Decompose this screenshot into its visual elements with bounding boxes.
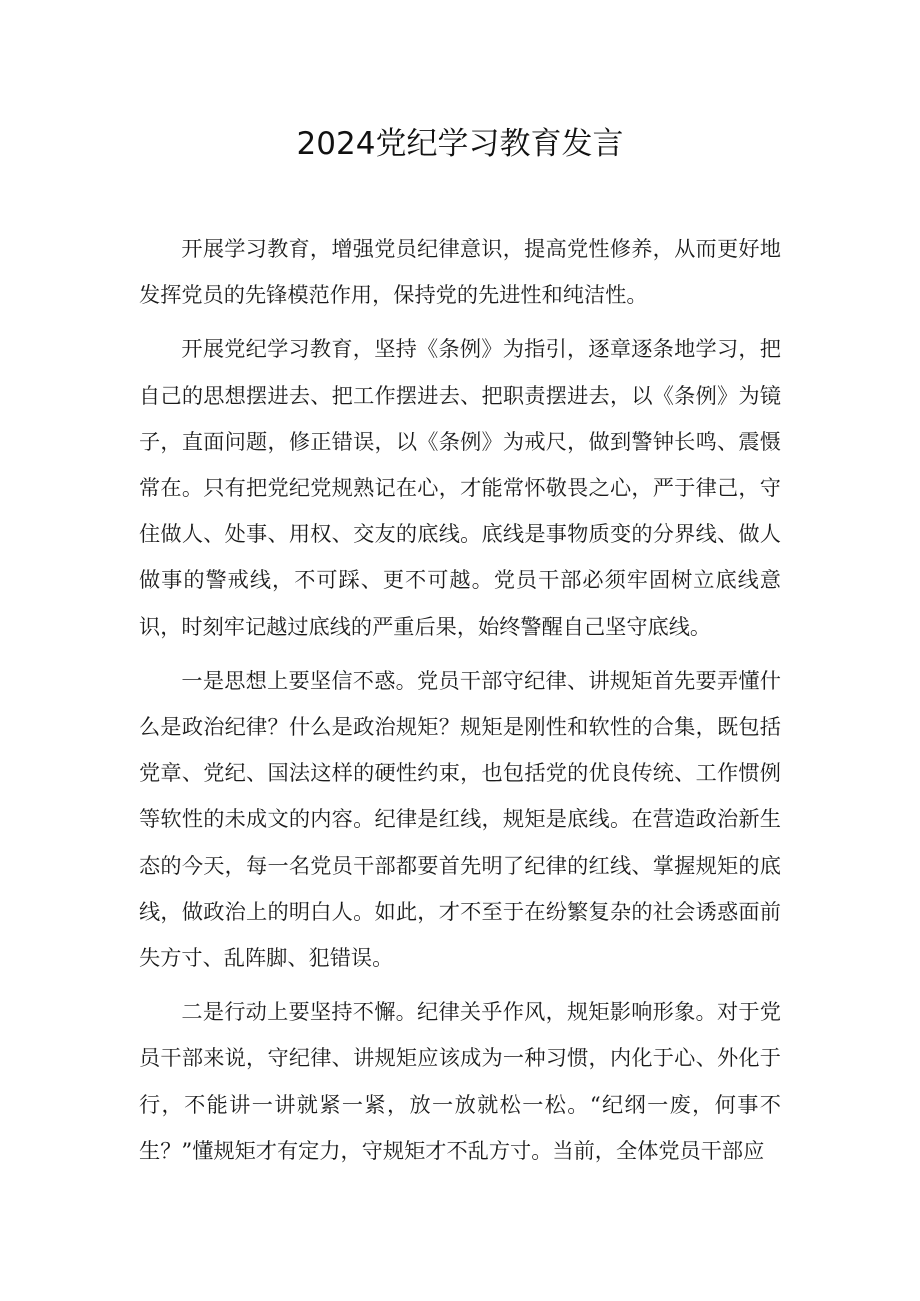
paragraph: 二是行动上要坚持不懈。纪律关乎作风，规矩影响形象。对于党员干部来说，守纪律、讲规矩应该成为一种习惯，内化于心、外化于行，不能讲一讲就紧一紧，放一放就松一松。“纪纲一废，何事不生？”懂规矩才有定力，守规矩才不乱方寸。当前，全体党员干部应 (139, 999, 781, 1163)
document-title: 2024党纪学习教育发言 (296, 126, 624, 162)
paragraph: 一是思想上要坚信不惑。党员干部守纪律、讲规矩首先要弄懂什么是政治纪律？什么是政治规矩？规矩是刚性和软性的合集，既包括党章、党纪、国法这样的硬性约束，也包括党的优良传统、工作惯例等软性的未成文的内容。纪律是红线，规矩是底线。在营造政治新生态的今天，每一名党员干部都要首先明了纪律的红线、掌握规矩的底线，做政治上的明白人。如此，才不至于在纷繁复杂的社会诱惑面前失方寸、乱阵脚、犯错误。 (139, 667, 781, 971)
paragraph: 开展党纪学习教育，坚持《条例》为指引，逐章逐条地学习，把自己的思想摆进去、把工作摆进去、把职责摆进去，以《条例》为镜子，直面问题，修正错误，以《条例》为戒尺，做到警钟长鸣、震慑常在。只有把党纪党规熟记在心，才能常怀敬畏之心，严于律己，守住做人、处事、用权、交友的底线。底线是事物质变的分界线、做人做事的警戒线，不可踩、更不可越。党员干部必须牢固树立底线意识，时刻牢记越过底线的严重后果，始终警醒自己坚守底线。 (139, 336, 781, 639)
document-body (139, 226, 781, 1182)
paragraph: 开展学习教育，增强党员纪律意识，提高党性修养，从而更好地发挥党员的先锋模范作用，保持党的先进性和纯洁性。 (139, 236, 781, 308)
